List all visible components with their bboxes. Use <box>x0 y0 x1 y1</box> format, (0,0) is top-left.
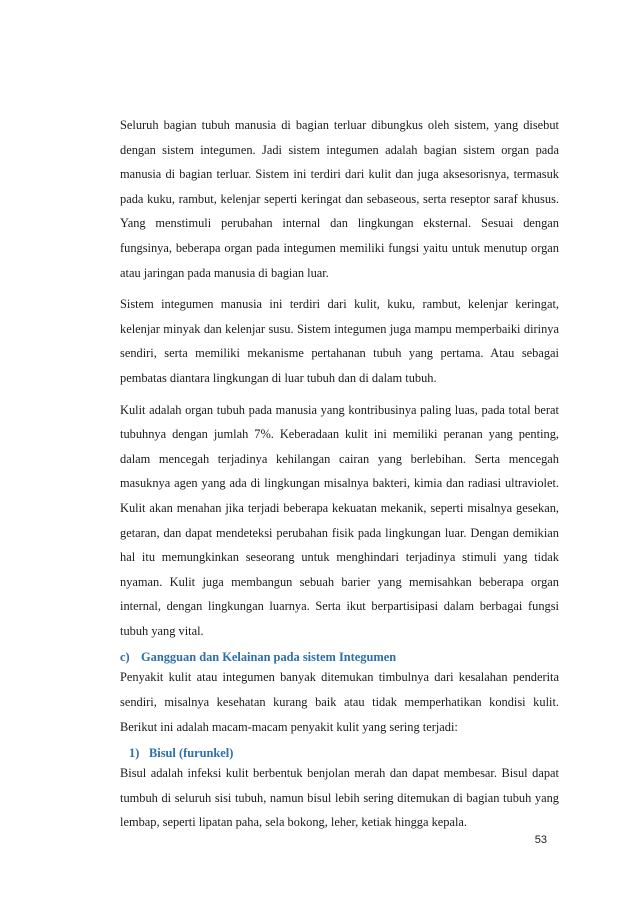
subsection-label: 1) <box>129 746 140 761</box>
paragraph-kulit: Kulit adalah organ tubuh pada manusia yang kontribusinya paling luas, pada total berat tubuhnya dengan jumlah 7%. Keberadaan kulit ini memiliki peranan yang penting, dalam mencegah terjadinya kehilangan cairan yang berlebihan. Serta mencegah masuknya agen yang ada di lingkungan misalnya bakteri, kimia dan radiasi ultraviolet. Kulit akan menahan jika terjadi beberapa kekuatan mekanik, seperti misalnya gesekan, getaran, dan dapat mendeteksi perubahan fisik pada lingkungan luar. Dengan demikian hal itu memungkinkan seseorang untuk menghindari terjadinya stimuli yang tidak nyaman. Kulit juga membangun sebuah barier yang memisahkan beberapa organ internal, dengan lingkungan luarnya. Serta ikut berpartisipasi dalam berbagai fungsi tubuh yang vital. <box>120 402 559 638</box>
section-intro: Penyakit kulit atau integumen banyak ditemukan timbulnya dari kesalahan penderita sendiri, misalnya kesehatan kurang baik atau tidak memperhatikan kondisi kulit. Berikut ini adalah macam-macam penyakit kulit yang sering terjadi: <box>120 670 559 734</box>
page-number: 53 <box>534 834 547 846</box>
paragraph-komponen-integumen: Sistem integumen manusia ini terdiri dari kulit, kuku, rambut, kelenjar keringat, kelenjar minyak dan kelenjar susu. Sistem integumen juga mampu memperbaiki dirinya sendiri, serta memiliki mekanisme pertahanan tubuh yang pertama. Atau sebagai pembatas diantara lingkungan di luar tubuh dan di dalam tubuh. <box>120 297 559 385</box>
section-label: c) <box>120 650 130 665</box>
paragraph-sistem-integumen: Seluruh bagian tubuh manusia di bagian terluar dibungkus oleh sistem, yang disebut dengan sistem integumen. Jadi sistem integumen adalah bagian sistem organ pada manusia di bagian terluar. Sistem ini terdiri dari kulit dan juga aksesorisnya, termasuk pada kuku, rambut, kelenjar seperti keringat dan sebaseous, serta reseptor saraf khusus. Yang menstimuli perubahan internal dan lingkungan eksternal. Sesuai dengan fungsinya, beberapa organ pada integumen memiliki fungsi yaitu untuk menutup organ atau jaringan pada manusia di bagian luar. <box>120 118 559 280</box>
subsection-heading <box>120 746 559 761</box>
section-heading <box>120 650 559 665</box>
subsection-title: Bisul (furunkel) <box>149 746 234 761</box>
subsection-text: Bisul adalah infeksi kulit berbentuk benjolan merah dan dapat membesar. Bisul dapat tumbuh di seluruh sisi tubuh, namun bisul lebih sering ditemukan di bagian tubuh yang lembap, seperti lipatan paha, sela bokong, leher, ketiak hingga kepala. <box>120 766 559 830</box>
section-title: Gangguan dan Kelainan pada sistem Integumen <box>141 650 397 665</box>
page-content <box>120 113 559 842</box>
